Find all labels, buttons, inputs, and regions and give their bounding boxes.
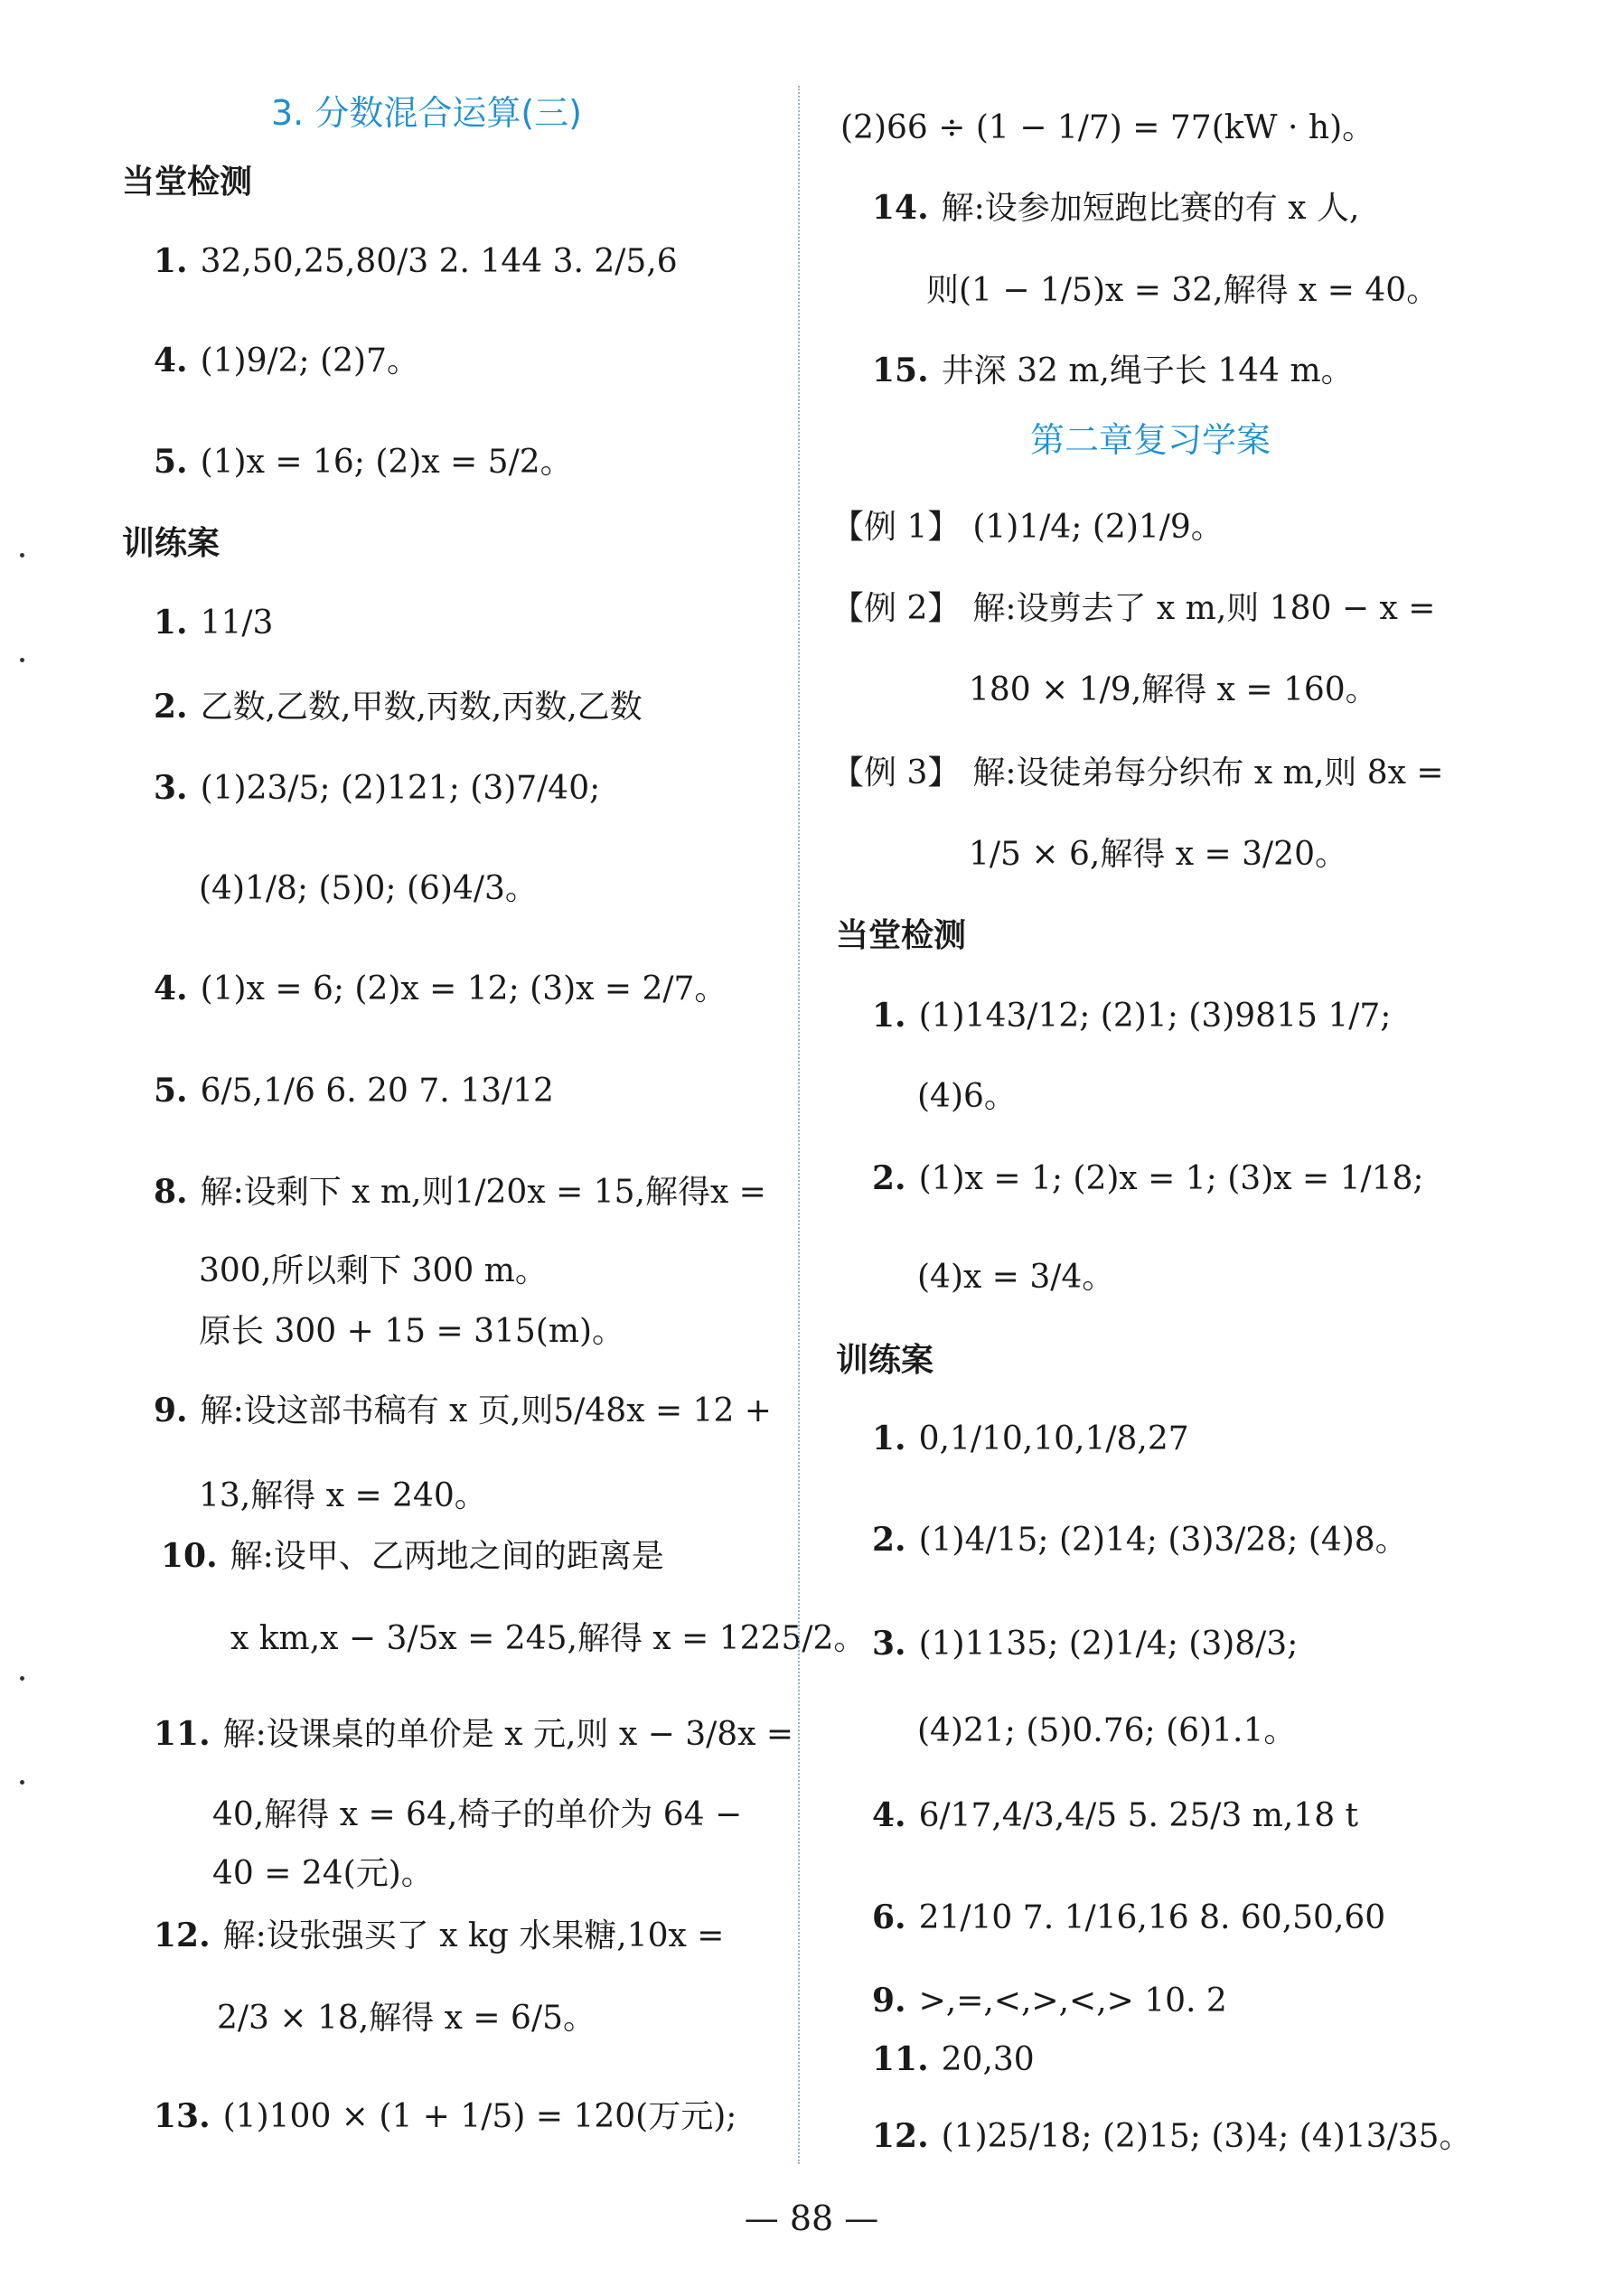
section-heading-dangtang: 当堂检测 <box>836 917 967 954</box>
section-title: 3. 分数混合运算(三) <box>271 93 582 133</box>
margin-mark <box>20 553 24 558</box>
answer-line: 原长 300 + 15 = 315(m)。 <box>199 1313 625 1350</box>
answer-line: 4. 6/17,4/3,4/5 5. 25/3 m,18 t <box>872 1796 1359 1834</box>
margin-mark <box>20 658 24 662</box>
answer-line: 5. (1)x = 16; (2)x = 5/2。 <box>154 443 573 481</box>
example-line: 【例 1】 (1)1/4; (2)1/9。 <box>831 509 1224 546</box>
answer-line: 2/3 × 18,解得 x = 6/5。 <box>217 2000 596 2037</box>
example-line: 【例 2】 解:设剪去了 x m,则 180 − x = <box>831 590 1436 627</box>
margin-mark <box>20 1676 24 1681</box>
page-number: — 88 — <box>744 2198 879 2238</box>
answer-line: 12. (1)25/18; (2)15; (3)4; (4)13/35。 <box>872 2117 1472 2155</box>
chapter-review-title: 第二章复习学案 <box>1030 420 1271 460</box>
section-heading-dangtang: 当堂检测 <box>122 164 253 201</box>
answer-line: 11. 20,30 <box>872 2040 1035 2078</box>
answer-line: 2. (1)x = 1; (2)x = 1; (3)x = 1/18; <box>872 1159 1424 1197</box>
answer-line: 2. 乙数,乙数,甲数,丙数,丙数,乙数 <box>154 688 643 726</box>
answer-line: 1. 11/3 <box>154 604 274 642</box>
column-divider <box>798 86 800 2164</box>
answer-line: (4)x = 3/4。 <box>917 1259 1115 1296</box>
answer-line: 3. (1)1135; (2)1/4; (3)8/3; <box>872 1625 1299 1663</box>
answer-line: 14. 解:设参加短跑比赛的有 x 人, <box>872 189 1360 227</box>
answer-line: 2. (1)4/15; (2)14; (3)3/28; (4)8。 <box>872 1521 1408 1559</box>
answer-line: 40,解得 x = 64,椅子的单价为 64 − <box>212 1796 743 1833</box>
section-heading-xunlian: 训练案 <box>122 525 220 562</box>
answer-line: 300,所以剩下 300 m。 <box>199 1252 548 1289</box>
answer-line: 40 = 24(元)。 <box>212 1855 434 1892</box>
example-line: 180 × 1/9,解得 x = 160。 <box>969 671 1378 708</box>
answer-line: 4. (1)x = 6; (2)x = 12; (3)x = 2/7。 <box>154 970 727 1007</box>
answer-line: (4)1/8; (5)0; (6)4/3。 <box>199 870 538 907</box>
answer-line: 1. 32,50,25,80/3 2. 144 3. 2/5,6 <box>154 242 678 280</box>
answer-line: x km,x − 3/5x = 245,解得 x = 1225/2。 <box>230 1620 867 1657</box>
answer-line: (2)66 ÷ (1 − 1/7) = 77(kW · h)。 <box>840 109 1375 146</box>
answer-line: 13,解得 x = 240。 <box>199 1477 487 1514</box>
answer-line: 4. (1)9/2; (2)7。 <box>154 342 419 380</box>
answer-line: 9. >,=,<,>,<,> 10. 2 <box>872 1982 1227 2020</box>
answer-line: 15. 井深 32 m,绳子长 144 m。 <box>872 351 1354 389</box>
answer-line: 10. 解:设甲、乙两地之间的距离是 <box>161 1537 664 1575</box>
example-line: 1/5 × 6,解得 x = 3/20。 <box>969 836 1347 873</box>
answer-line: 1. (1)143/12; (2)1; (3)9815 1/7; <box>872 997 1392 1035</box>
answer-line: (4)21; (5)0.76; (6)1.1。 <box>917 1712 1297 1749</box>
example-line: 【例 3】 解:设徒弟每分织布 x m,则 8x = <box>831 754 1444 792</box>
answer-line: 5. 6/5,1/6 6. 20 7. 13/12 <box>154 1072 554 1110</box>
answer-line: 11. 解:设课桌的单价是 x 元,则 x − 3/8x = <box>154 1715 794 1753</box>
section-heading-xunlian: 训练案 <box>836 1342 934 1379</box>
answer-line: 12. 解:设张强买了 x kg 水果糖,10x = <box>154 1916 725 1954</box>
answer-line: 1. 0,1/10,10,1/8,27 <box>872 1420 1189 1457</box>
answer-line: 6. 21/10 7. 1/16,16 8. 60,50,60 <box>872 1898 1386 1936</box>
answer-line: 8. 解:设剩下 x m,则1/20x = 15,解得x = <box>154 1173 766 1211</box>
answer-line: (4)6。 <box>917 1078 1017 1115</box>
answer-line: 9. 解:设这部书稿有 x 页,则5/48x = 12 + <box>154 1392 772 1429</box>
answer-line: 则(1 − 1/5)x = 32,解得 x = 40。 <box>926 272 1440 309</box>
answer-line: 13. (1)100 × (1 + 1/5) = 120(万元); <box>154 2097 737 2135</box>
answer-line: 3. (1)23/5; (2)121; (3)7/40; <box>154 769 601 807</box>
margin-mark <box>20 1780 24 1785</box>
